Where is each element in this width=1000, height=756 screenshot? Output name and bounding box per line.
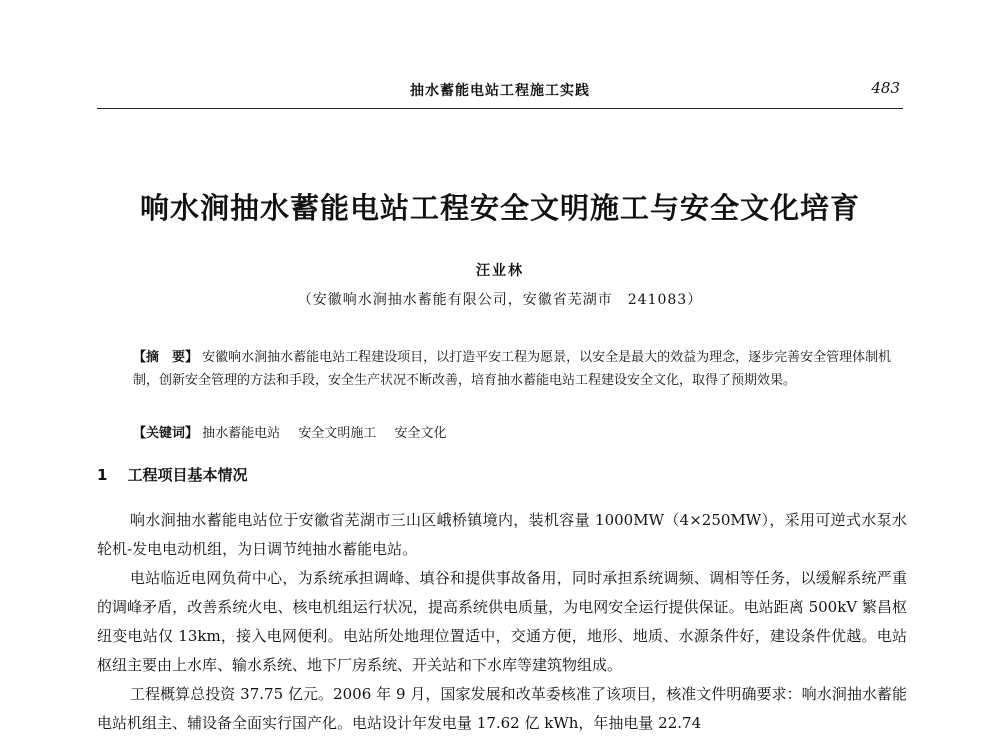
keywords-label: 【关键词】 (133, 426, 199, 441)
keyword: 抽水蓄能电站 (202, 426, 281, 441)
abstract-label: 【摘 要】 (133, 350, 199, 365)
running-header (97, 78, 903, 109)
abstract (133, 346, 893, 392)
running-title: 抽水蓄能电站工程施工实践 (410, 83, 590, 99)
body-paragraph: 电站临近电网负荷中心，为系统承担调峰、填谷和提供事故备用，同时承担系统调频、调相等任务，以缓解系统严重的调峰矛盾，改善系统火电、核电机组运行状况，提高系统供电质量，为电网安全运行提供保证。电站距离 500kV 繁昌枢纽变电站仅 13km，接入电网便利。电站所处地理位置适中，交通方便，地形、地质、水源条件好，建设条件优越。电站枢纽主要由上水库、输水系统、地下厂房系统、开关站和下水库等建筑物组成。 (97, 569, 907, 674)
paper-title: 响水涧抽水蓄能电站工程安全文明施工与安全文化培育 (139, 191, 860, 225)
author-affiliation: （安徽响水涧抽水蓄能有限公司，安徽省芜湖市 241083） (297, 292, 703, 308)
body-paragraph: 响水涧抽水蓄能电站位于安徽省芜湖市三山区峨桥镇境内，装机容量 1000MW（4×250MW），采用可逆式水泵水轮机-发电电动机组，为日调节纯抽水蓄能电站。 (97, 511, 907, 558)
keyword: 安全文明施工 (298, 426, 377, 441)
keywords (133, 424, 893, 444)
keyword: 安全文化 (394, 426, 447, 441)
section-number: 1 (97, 466, 108, 484)
author-name: 汪业林 (476, 263, 524, 279)
section-heading (97, 464, 247, 485)
section-title: 工程项目基本情况 (127, 466, 248, 484)
body-text (97, 506, 907, 738)
abstract-text: 安徽响水涧抽水蓄能电站工程建设项目，以打造平安工程为愿景，以安全是最大的效益为理念，逐步完善安全管理体制机制，创新安全管理的方法和手段，安全生产状况不断改善，培育抽水蓄能电站工程建设安全文化，取得了预期效果。 (133, 350, 892, 388)
body-paragraph: 工程概算总投资 37.75 亿元。2006 年 9 月，国家发展和改革委核准了该项目，核准文件明确要求：响水涧抽水蓄能电站机组主、辅设备全面实行国产化。电站设计年发电量 17.62 亿 kWh，年抽电量 22.74 (97, 685, 907, 732)
page-number: 483 (871, 79, 900, 97)
